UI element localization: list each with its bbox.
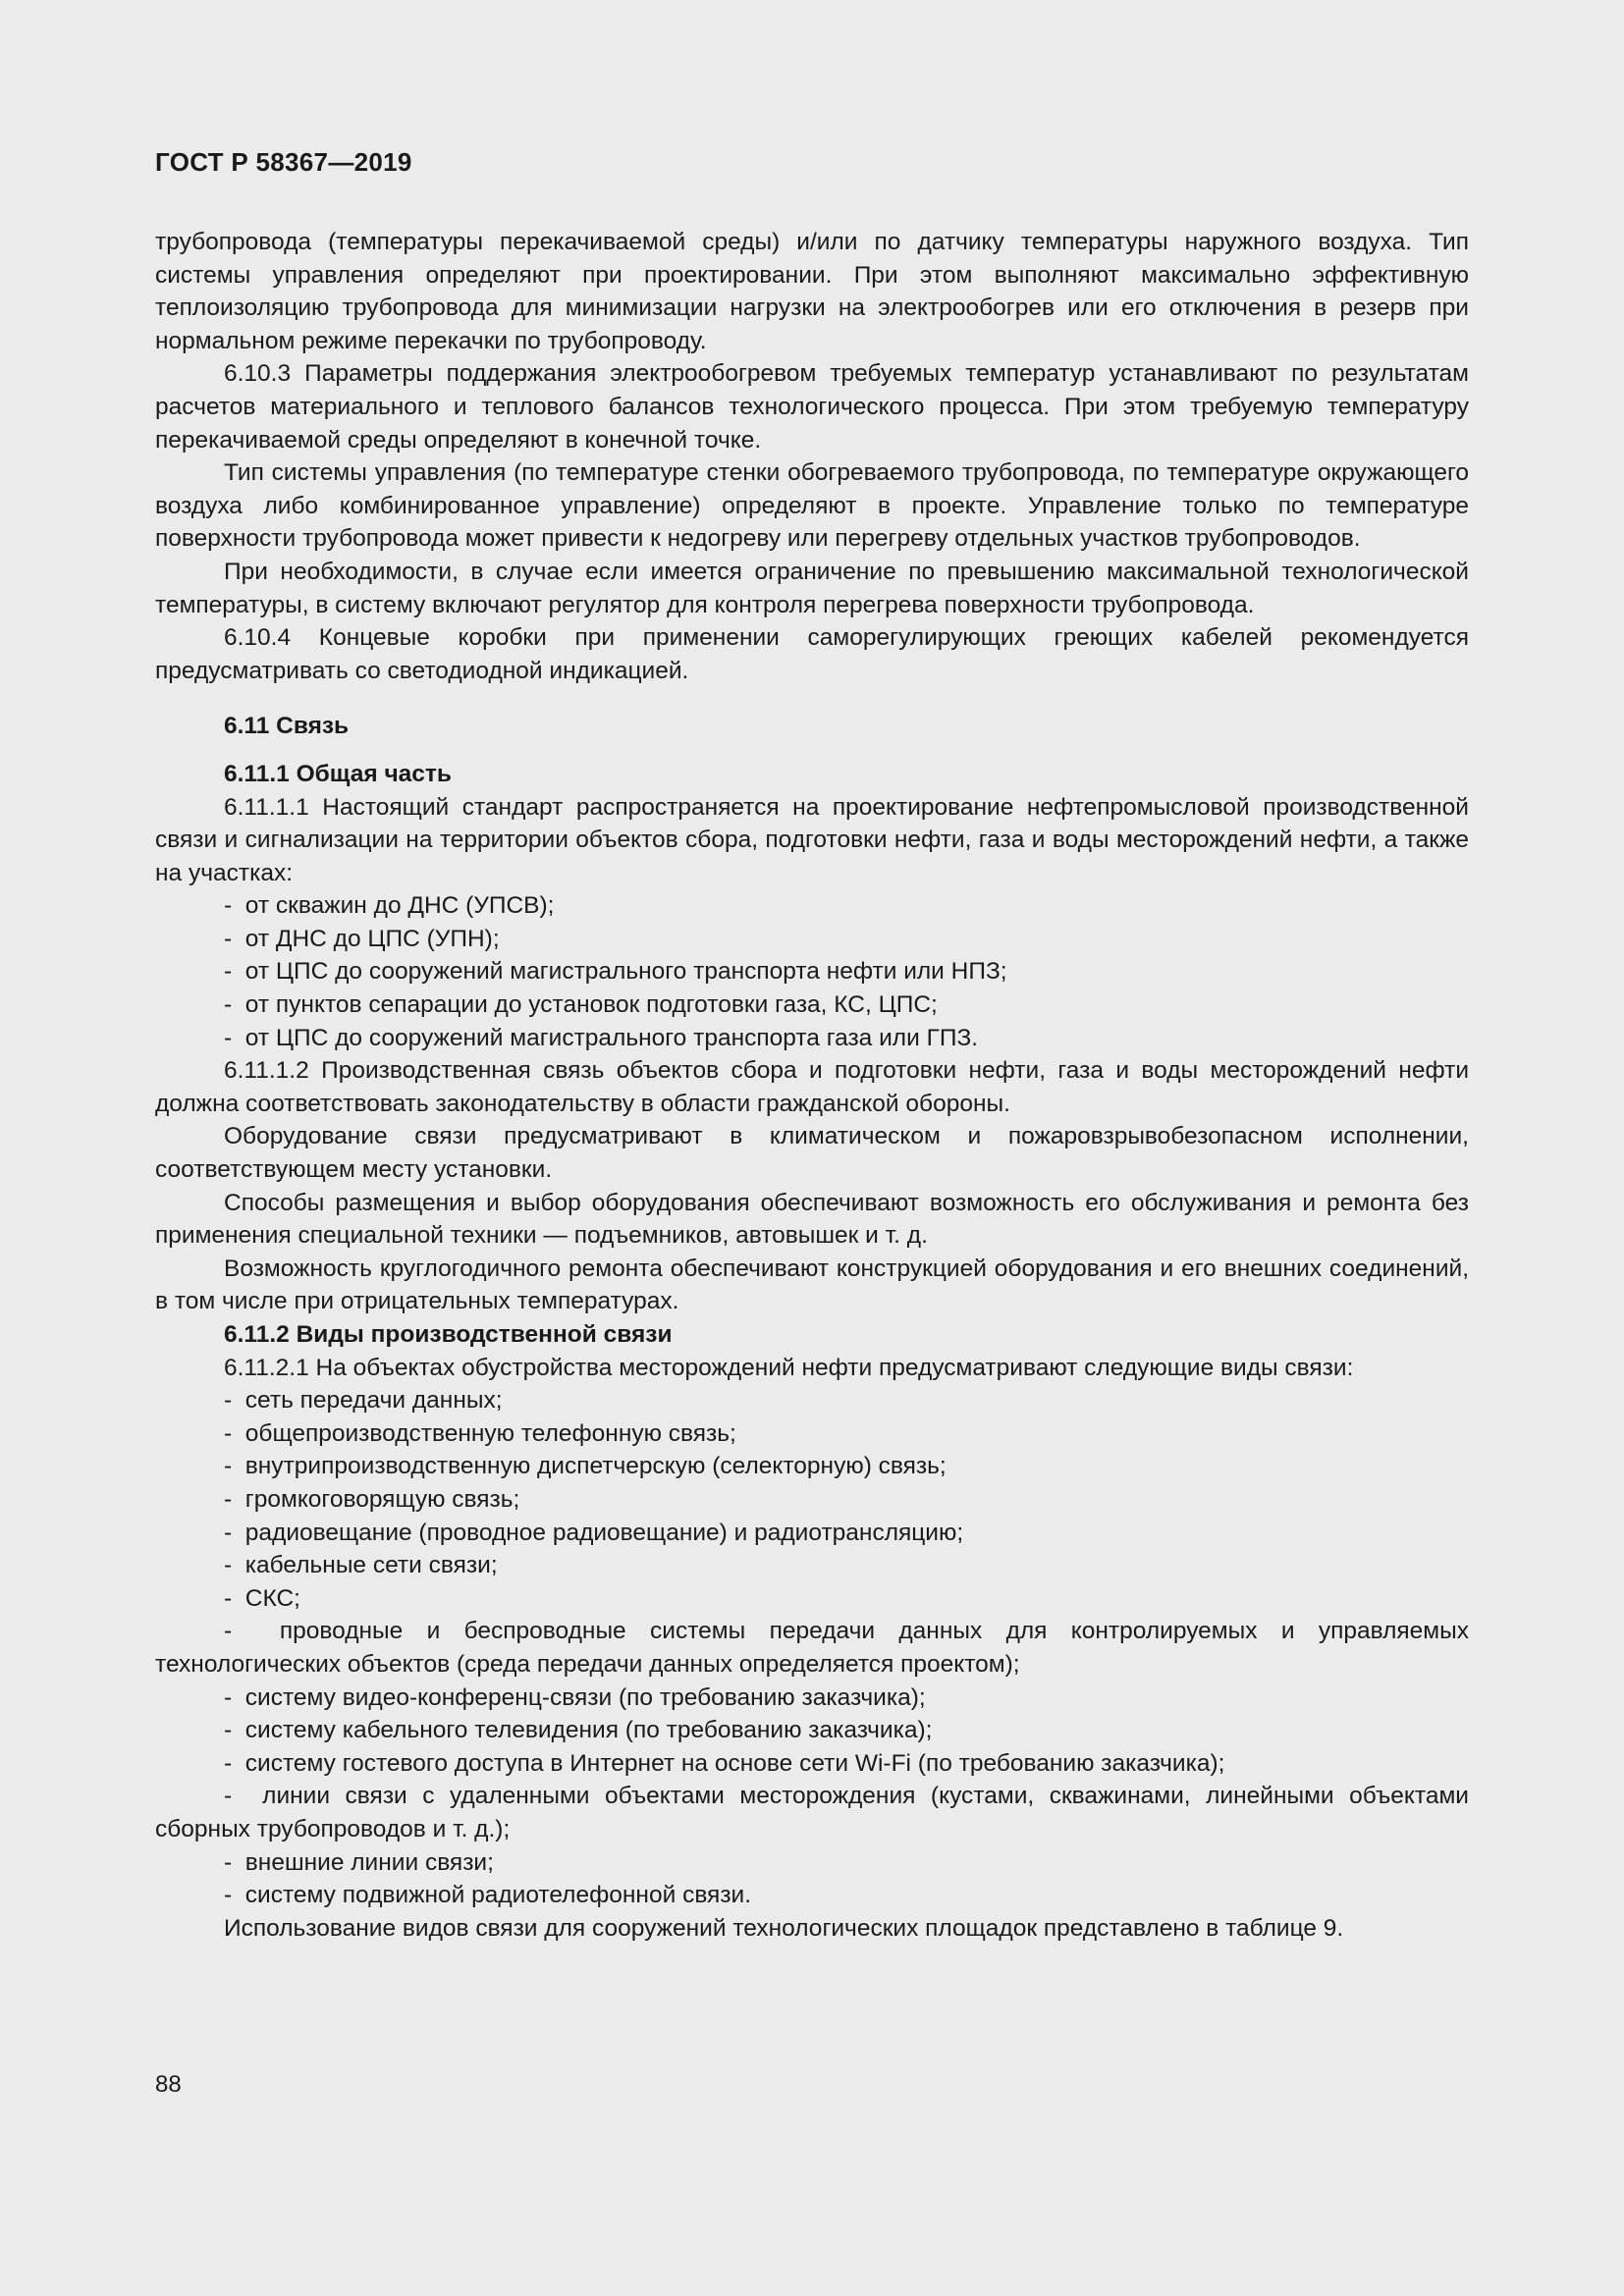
list-item [155,923,1469,956]
paragraph: 6.10.4 Концевые коробки при применении саморегулирующих греющих кабелей рекомендуется предусматривать со светодиодной индикацией. [155,624,1469,684]
list-item [155,1879,1469,1912]
list-dash: - [224,925,245,952]
list-dash: - [224,1485,245,1513]
list-item [155,889,1469,923]
list-item [155,1714,1469,1747]
paragraph: Возможность круглогодичного ремонта обеспечивают конструкцией оборудования и его внешних соединений, в том числе при отрицательных температурах. [155,1255,1469,1315]
list-item-text: систему подвижной радиотелефонной связи. [244,1882,752,1909]
section-heading: 6.11 Связь [224,713,350,740]
list-item-text: от ЦПС до сооружений магистрального транспорта газа или ГПЗ. [244,1024,979,1051]
list-dash: - [224,1584,245,1612]
list-item-text: от ЦПС до сооружений магистрального транспорта нефти или НПЗ; [244,958,1007,986]
list-item [155,1517,1469,1550]
list-dash: - [224,1024,245,1051]
list-dash: - [224,1519,245,1546]
list-item-text: систему видео-конференц-связи (по требованию заказчика); [244,1683,926,1711]
list-item-text: радиовещание (проводное радиовещание) и радиотрансляцию; [244,1519,964,1546]
paragraph: 6.11.2.1 На объектах обустройства месторождений нефти предусматривают следующие виды связи: [224,1354,1354,1381]
document-body [155,226,1469,1945]
document-header: ГОСТ Р 58367—2019 [155,147,412,177]
list-item-text: внутрипроизводственную диспетчерскую (селекторную) связь; [244,1453,947,1480]
list-item-text: сеть передачи данных; [244,1387,503,1415]
list-dash: - [224,1552,245,1579]
list-item [155,1450,1469,1483]
list-dash: - [224,1618,280,1645]
paragraph: Способы размещения и выбор оборудования обеспечивают возможность его обслуживания и ремонта без применения специальной техники — подъемников, автовышек и т. д. [155,1189,1469,1250]
list-item-text: внешние линии связи; [244,1848,494,1876]
list-dash: - [224,892,245,920]
list-item-text: проводные и беспроводные системы передачи данных для контролируемых и управляемых технологических объектов (среда передачи данных определяется проектом); [155,1618,1469,1678]
list-item [155,1417,1469,1451]
list-dash: - [224,1783,263,1810]
subsection-heading: 6.11.1 Общая часть [224,760,452,787]
list-item-text: от скважин до ДНС (УПСВ); [244,892,555,920]
list-dash: - [224,958,245,986]
list-dash: - [224,1848,245,1876]
list-item [155,1780,1469,1845]
paragraph: Тип системы управления (по температуре стенки обогреваемого трубопровода, по температуре окружающего воздуха либо комбинированное управление) определяют в проекте. Управление только по температуре поверхности трубопровода может привести к недогреву или перегреву отдельных участков трубопроводов. [155,459,1469,553]
list-item [155,1384,1469,1417]
list-item-text: от ДНС до ЦПС (УПН); [244,925,500,952]
list-item [155,1615,1469,1681]
list-item-text: кабельные сети связи; [244,1552,498,1579]
list-item-text: общепроизводственную телефонную связь; [244,1419,736,1447]
list-item-text: линии связи с удаленными объектами месторождения (кустами, скважинами, линейными объектами сборных трубопроводов и т. д.); [155,1783,1469,1842]
list-item [155,988,1469,1022]
list-item [155,1022,1469,1055]
list-dash: - [224,1419,245,1447]
list-item-text: систему кабельного телевидения (по требованию заказчика); [244,1717,933,1744]
list-dash: - [224,1683,245,1711]
paragraph: Оборудование связи предусматривают в климатическом и пожаровзрывобезопасном исполнении, соответствующем месту установки. [155,1123,1469,1184]
list-dash: - [224,1453,245,1480]
subsection-heading: 6.11.2 Виды производственной связи [224,1321,673,1348]
list-item [155,1483,1469,1517]
list-item [155,1582,1469,1616]
page-number: 88 [155,2071,182,2098]
bullet-list [155,1384,1469,1912]
paragraph: 6.11.1.1 Настоящий стандарт распространяется на проектирование нефтепромысловой производственной связи и сигнализации на территории объектов сбора, подготовки нефти, газа и воды месторождений нефти, а также на участках: [155,793,1469,886]
paragraph: Использование видов связи для сооружений технологических площадок представлено в таблице 9. [224,1914,1344,1942]
list-item-text: систему гостевого доступа в Интернет на основе сети Wi-Fi (по требованию заказчика); [244,1749,1225,1777]
list-item [155,1549,1469,1582]
list-dash: - [224,1387,245,1415]
list-dash: - [224,1882,245,1909]
bullet-list [155,889,1469,1054]
paragraph: При необходимости, в случае если имеется ограничение по превышению максимальной технологической температуры, в систему включают регулятор для контроля перегрева поверхности трубопровода. [155,558,1469,618]
paragraph: 6.11.1.2 Производственная связь объектов сбора и подготовки нефти, газа и воды месторождений нефти должна соответствовать законодательству в области гражданской обороны. [155,1057,1469,1117]
list-item [155,1682,1469,1715]
list-item [155,1747,1469,1781]
paragraph: трубопровода (температуры перекачиваемой среды) и/или по датчику температуры наружного воздуха. Тип системы управления определяют при проектировании. При этом выполняют максимально эффективную теплоизоляцию трубопровода для минимизации нагрузки на электрообогрев или его отключения в резерв при нормальном режиме перекачки по трубопроводу. [155,229,1469,354]
list-dash: - [224,991,245,1019]
list-item [155,955,1469,988]
list-item [155,1846,1469,1880]
list-dash: - [224,1717,245,1744]
list-item-text: громкоговорящую связь; [244,1485,520,1513]
list-item-text: от пунктов сепарации до установок подготовки газа, КС, ЦПС; [244,991,938,1019]
list-dash: - [224,1749,245,1777]
paragraph: 6.10.3 Параметры поддержания электрообогревом требуемых температур устанавливают по результатам расчетов материального и теплового балансов технологического процесса. При этом требуемую температуру перекачиваемой среды определяют в конечной точке. [155,360,1469,454]
list-item-text: СКС; [244,1584,300,1612]
